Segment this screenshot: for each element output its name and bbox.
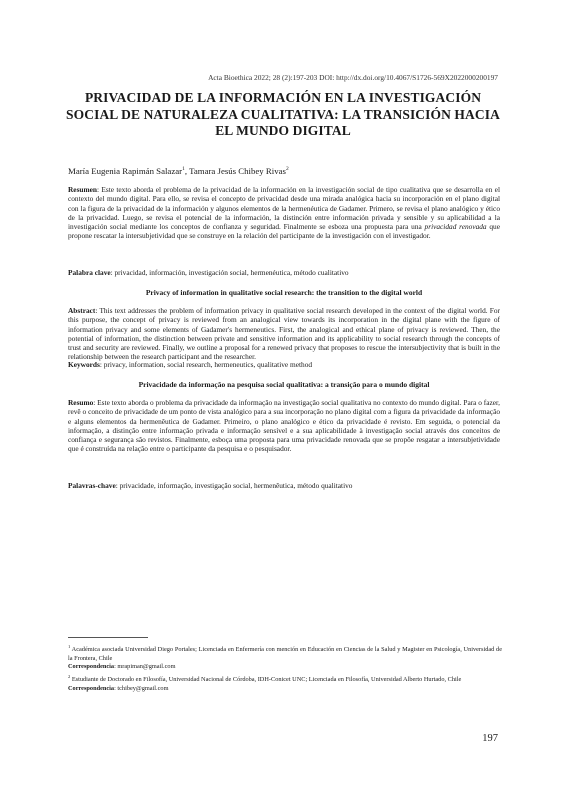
author-separator: , (184, 166, 190, 176)
footnote-2-text: Estudiante de Doctorado en Filosofía, Universidad Nacional de Córdoba, IDH-Conicet UNC; Licenciada en Filosofía, Universidad Alberto Hurtado, Chile (70, 676, 462, 684)
article-title: PRIVACIDAD DE LA INFORMACIÓN EN LA INVESTIGACIÓN SOCIAL DE NATURALEZA CUALITATIVA: LA TRANSICIÓN HACIA EL MUNDO DIGITAL (66, 90, 500, 138)
palavras-chave-label: Palavras-chave (68, 481, 116, 490)
resumen-label: Resumen (68, 185, 97, 194)
keywords-text: : privacy, information, social research, hermeneutics, qualitative method (99, 360, 313, 369)
resumen-paragraph (68, 185, 500, 241)
author-1-footnote-mark: 1 (182, 166, 185, 173)
footnote-2-mark: 2 (68, 674, 71, 679)
portuguese-heading: Privacidade da informação na pesquisa social qualitativa: a transição para o mundo digital (138, 380, 430, 389)
palabra-clave-paragraph (68, 268, 500, 277)
page-number: 197 (482, 733, 498, 744)
footnote-1-corr-label: Correspondencia (68, 663, 115, 671)
footnote-1-text: Académica asociada Universidad Diego Portales; Licenciada en Enfermería con mención en Educación en Ciencias de la Salud y Magister en Psicología, Universidad de la Frontera, Chile (68, 646, 502, 662)
keywords-label: Keywords (68, 360, 100, 369)
palabra-clave-text: : privacidad, información, investigación social, hermenéutica, método cualitativo (110, 268, 349, 277)
resumen-text-1: : Este texto aborda el problema de la privacidad de la información en la investigación social de tipo cualitativa que se desarrolla en el contexto del mundo digital. Para ello, se revisa el concepto de privacidad desde una mirada analógica hacia su incorporación en el plano digital con la figura de la privacidad de la información y algunos elementos de la hermenéutica de Gadamer. Primero, se revisa el plano analógico y ético de la privacidad. Luego, se revisa el potencial de la información, la distinción entre información privada y sensible y su aplicabilidad a la investigación social mediante los conceptos de confianza y seguridad. Finalmente se esboza una propuesta para una (68, 185, 500, 232)
abstract-paragraph (68, 306, 500, 362)
footnote-1-corr-email: : mrapiman@gmail.com (114, 663, 176, 671)
footnote-divider (68, 637, 148, 638)
author-2-footnote-mark: 2 (285, 166, 289, 173)
author-2: Tamara Jesús Chibey Rivas (189, 166, 286, 176)
author-1: María Eugenia Rapimán Salazar (68, 166, 183, 176)
abstract-label: Abstract (68, 306, 96, 315)
palavras-chave-paragraph (68, 481, 500, 490)
abstract-text: : This text addresses the problem of information privacy in qualitative social research developed in the context of the digital world. For this purpose, the concept of privacy is reviewed from an analogical view towards its incorporation in the digital plane with the figure of information privacy and some elements of Gadamer's hermeneutics. First, the analogical and ethical plane of privacy is reviewed. Then, the potential of information, the distinction between private and sensitive information and its applicability to social research through the concepts of trust and security are reviewed. Finally, we outline a proposal for a renewed privacy that proposes to rescue the intersubjectivity that is built in the relationship between the research participant and the researcher. (68, 306, 500, 362)
keywords-paragraph (68, 360, 500, 369)
palavras-chave-text: : privacidade, informação, investigação social, hermenêutica, método qualitativo (115, 481, 353, 490)
resumen-text-italic: privacidad renovada (424, 222, 487, 232)
footnote-2-corr-label: Correspondencia (68, 684, 115, 692)
author-line (68, 166, 289, 176)
english-heading: Privacy of information in qualitative social research: the transition to the digital world (145, 288, 423, 297)
journal-header: Acta Bioethica 2022; 28 (2):197-203 DOI: http://dx.doi.org/10.4067/S1726-569X2022000200197 (208, 73, 498, 82)
resumo-label: Resumo (68, 398, 94, 407)
resumo-paragraph (68, 398, 500, 454)
footnote-1-mark: 1 (68, 644, 71, 649)
footnote-1 (68, 643, 502, 672)
resumo-text: : Este texto aborda o problema da privacidade da informação na investigação social qualitativa no contexto do mundo digital. Para o fazer, revê o conceito de privacidade de um ponto de vista analógico para a sua incorporação no plano digital com a figura da privacidade da informação e alguns elementos da hermenêutica de Gadamer. Primeiro, o plano analógico e ético da privacidade é revisto. Em seguida, o potencial da informação, a distinção entre informação privada e informação sensível e a sua aplicabilidade à investigação social através dos conceitos de confiança e segurança são revistos. Finalmente, esboça uma proposta para uma privacidade renovada que se propõe resgatar a intersubjetividade que é construída na relação entre o participante da pesquisa e o pesquisador. (68, 398, 500, 454)
footnote-2-corr-email: : tchibey@gmail.com (114, 684, 169, 692)
footnote-2 (68, 673, 502, 693)
palabra-clave-label: Palabra clave (68, 268, 111, 277)
resumen-text-2: que propone rescatar la intersubjetividad que se construye en la relación del participante de la investigación con el investigador. (68, 222, 500, 241)
